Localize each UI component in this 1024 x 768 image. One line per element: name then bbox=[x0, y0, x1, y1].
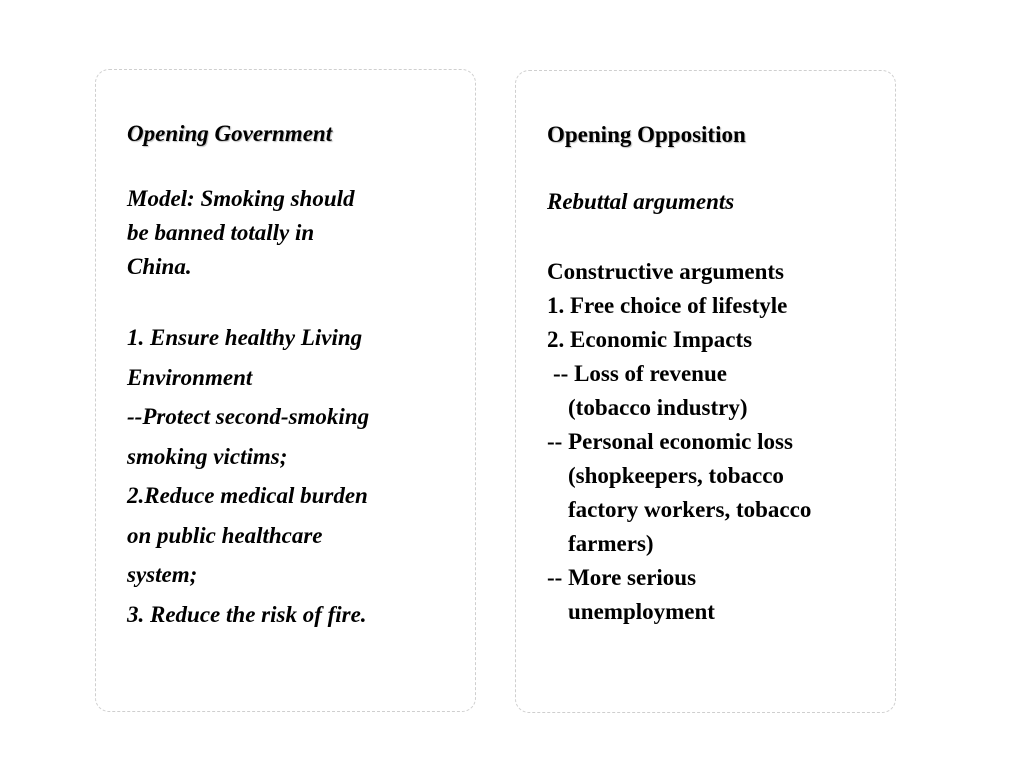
opposition-argument-line: factory workers, tobacco bbox=[568, 497, 812, 522]
opposition-argument-line: 1. Free choice of lifestyle bbox=[547, 293, 788, 318]
government-argument-line: on public healthcare bbox=[127, 522, 323, 548]
opening-government-card bbox=[95, 69, 476, 712]
opposition-argument-line: farmers) bbox=[568, 531, 654, 556]
rebuttal-arguments-label: Rebuttal arguments bbox=[547, 189, 735, 214]
government-argument-line: 1. Ensure healthy Living bbox=[127, 325, 363, 350]
government-argument-line: Environment bbox=[127, 364, 253, 390]
opposition-argument-line: unemployment bbox=[568, 599, 715, 624]
constructive-arguments-list bbox=[547, 255, 883, 629]
motion-model-text: Model: Smoking should be banned totally in China. bbox=[127, 186, 355, 279]
opposition-argument-line: 2. Economic Impacts bbox=[547, 327, 753, 352]
opening-opposition-content bbox=[547, 120, 883, 629]
government-argument-line: system; bbox=[127, 562, 198, 587]
government-argument-line: 2.Reduce medical burden bbox=[127, 483, 368, 508]
opening-government-content bbox=[127, 119, 463, 634]
opening-opposition-card bbox=[515, 70, 896, 713]
constructive-arguments-heading: Constructive arguments bbox=[547, 259, 784, 284]
opposition-argument-line: (tobacco industry) bbox=[568, 395, 748, 420]
opposition-argument-line: -- Personal economic loss bbox=[547, 429, 793, 454]
government-argument-line: 3. Reduce the risk of fire. bbox=[127, 601, 367, 627]
government-arguments-list bbox=[127, 318, 463, 634]
opening-government-heading: Opening Government bbox=[127, 121, 333, 146]
government-argument-line: --Protect second-smoking bbox=[127, 404, 370, 429]
opening-opposition-heading: Opening Opposition bbox=[547, 122, 746, 147]
government-argument-line: smoking victims; bbox=[127, 443, 288, 469]
opposition-argument-line: -- More serious bbox=[547, 565, 697, 590]
opposition-argument-line: -- Loss of revenue bbox=[553, 361, 727, 386]
opposition-argument-line: (shopkeepers, tobacco bbox=[568, 463, 784, 488]
